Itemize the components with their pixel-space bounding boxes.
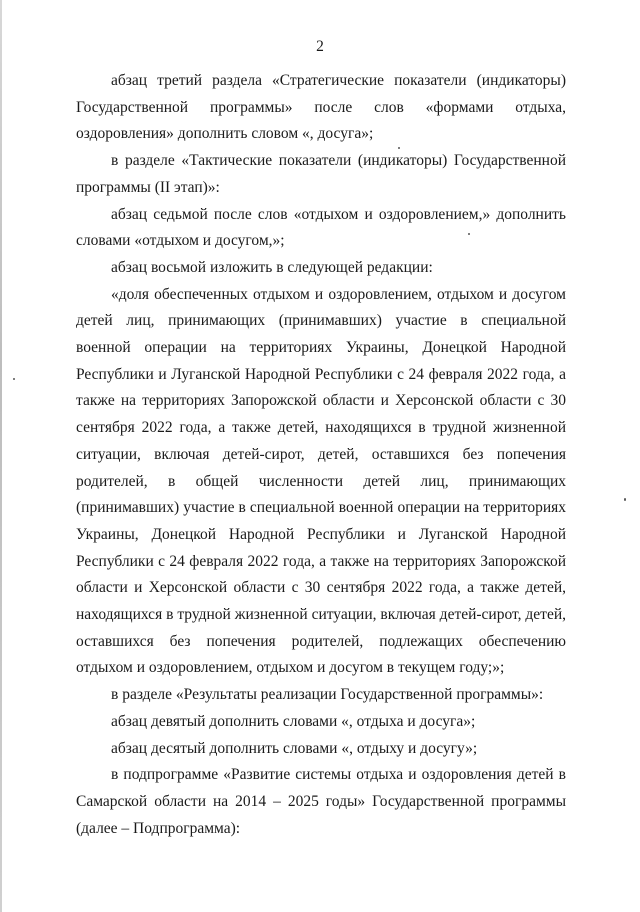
paragraph-subprogram: в подпрограмме «Развитие системы отдыха и оздоровления детей в Самарской области на 2014 – 2025 годы» Государственной программы (далее – Подпрограмма): xyxy=(76,766,566,837)
scan-border xyxy=(0,0,2,912)
page-number: 2 xyxy=(316,38,324,55)
paragraph-ninth-clause: абзац девятый дополнить словами «, отдыха и досуга»; xyxy=(111,712,476,730)
document-body xyxy=(76,68,566,842)
paragraph-seventh-clause: абзац седьмой после слов «отдыхом и оздоровлением,» дополнить словами «отдыхом и досугом,»; xyxy=(76,205,566,250)
scan-speck xyxy=(624,498,626,501)
scan-speck xyxy=(13,378,15,380)
scan-speck xyxy=(468,233,470,235)
scan-speck xyxy=(398,147,400,149)
paragraph-eighth-clause-intro: абзац восьмой изложить в следующей редакции: xyxy=(111,258,433,276)
paragraph-strategic-indicators: абзац третий раздела «Стратегические показатели (индикаторы) Государственной программы» после слов «формами отдыха, оздоровления» дополнить словом «, досуга»; xyxy=(76,72,566,143)
paragraph-tactical-section: в разделе «Тактические показатели (индикаторы) Государственной программы (II этап)»: xyxy=(76,152,566,196)
paragraph-tenth-clause: абзац десятый дополнить словами «, отдыху и досугу»; xyxy=(111,739,478,757)
paragraph-results-section: в разделе «Результаты реализации Государственной программы»: xyxy=(111,686,544,704)
paragraph-new-wording: «доля обеспеченных отдыхом и оздоровлением, отдыхом и досугом детей лиц, принимающих (принимавших) участие в специальной военной операции на территориях Украины, Донецкой Народной Республики и Луганской Народной Республики с 24 февраля 2022 года, а также на территориях Запорожской области и Херсонской области с 30 сентября 2022 года, а также детей, находящихся в трудной жизненной ситуации, включая детей-сирот, детей, оставшихся без попечения родителей, в общей численности детей лиц, принимающих (принимавших) участие в специальной военной операции на территориях Украины, Донецкой Народной Республики и Луганской Народной Республики с 24 февраля 2022 года, а также на территориях Запорожской области и Херсонской области с 30 сентября 2022 года, а также детей, находящихся в трудной жизненной ситуации, включая детей-сирот, детей, оставшихся без попечения родителей, подлежащих обеспечению отдыхом и оздоровлением, отдыхом и досугом в текущем году;»; xyxy=(76,285,566,677)
